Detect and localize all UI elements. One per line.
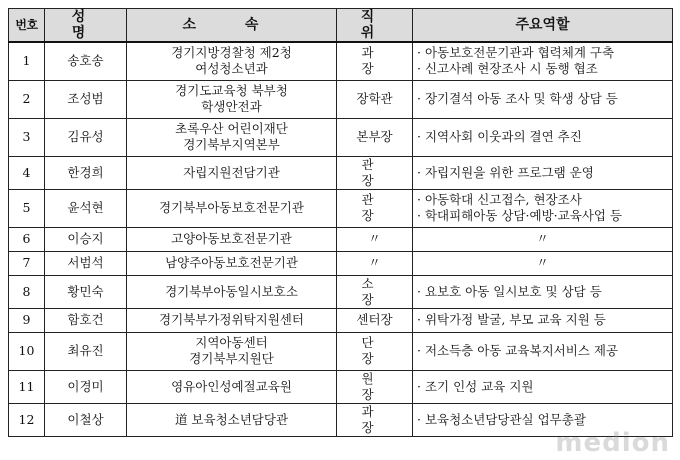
header-position: 직 위 (337, 9, 413, 43)
row-number: 10 (9, 332, 45, 370)
member-affiliation (127, 118, 337, 156)
member-name: 최유진 (45, 332, 127, 370)
member-name: 황민숙 (45, 275, 127, 308)
member-name: 송호송 (45, 42, 127, 80)
affiliation-line: 남양주아동보호전문기관 (165, 255, 298, 270)
member-affiliation (127, 251, 337, 275)
table-row (9, 251, 673, 275)
affiliation-line: 道 보육청소년담당관 (174, 411, 289, 427)
affiliation-line: 영유아인성예절교육원 (171, 378, 292, 394)
member-affiliation (127, 80, 337, 118)
affiliation-line: 경기북부아동일시보호소 (165, 283, 298, 299)
affiliation-line: 경기북부가정위탁지원센터 (159, 312, 304, 327)
row-number: 2 (9, 80, 45, 118)
watermark-logo: medion (555, 428, 670, 458)
member-position: 과 장 (337, 42, 413, 80)
member-main-role (413, 332, 673, 370)
table-row (9, 227, 673, 251)
role-line: · 조기 인성 교육 지원 (417, 378, 534, 394)
member-name: 함호건 (45, 308, 127, 332)
affiliation-line: 초록우산 어린이재단 (175, 121, 288, 136)
row-number: 9 (9, 308, 45, 332)
table-body (9, 42, 673, 436)
member-main-role (413, 42, 673, 80)
row-number: 11 (9, 370, 45, 403)
member-name: 서범석 (45, 251, 127, 275)
affiliation-line: 고양아동보호전문기관 (171, 231, 292, 246)
table-row (9, 308, 673, 332)
member-position: 관 장 (337, 156, 413, 189)
header-number: 번호 (9, 9, 45, 43)
header-name: 성 명 (45, 9, 127, 43)
member-affiliation (127, 189, 337, 227)
role-line: · 위탁가정 발굴, 부모 교육 지원 등 (417, 312, 606, 327)
role-line: 〃 (536, 231, 549, 246)
affiliation-line: 경기북부아동보호전문기관 (159, 200, 304, 215)
member-affiliation (127, 370, 337, 403)
member-main-role (413, 403, 673, 436)
table-row (9, 156, 673, 189)
table-header-row (9, 9, 673, 43)
member-main-role (413, 251, 673, 275)
role-line: · 학대피해아동 상담·예방·교육사업 등 (417, 208, 622, 223)
role-line: · 지역사회 이웃과의 결연 추진 (417, 129, 582, 144)
member-affiliation (127, 308, 337, 332)
affiliation-line: 경기북부지역본부 (183, 137, 280, 152)
role-line: · 요보호 아동 일시보호 및 상담 등 (417, 283, 602, 299)
header-affiliation: 소 속 (127, 9, 337, 43)
member-name: 이승지 (45, 227, 127, 251)
member-position: 본부장 (337, 118, 413, 156)
table-row (9, 80, 673, 118)
table-row (9, 42, 673, 80)
member-main-role (413, 308, 673, 332)
member-position: 관 장 (337, 189, 413, 227)
member-main-role (413, 275, 673, 308)
row-number: 4 (9, 156, 45, 189)
member-name: 김유성 (45, 118, 127, 156)
row-number: 5 (9, 189, 45, 227)
member-position: 과 장 (337, 403, 413, 436)
member-main-role (413, 80, 673, 118)
member-affiliation (127, 332, 337, 370)
affiliation-line: 지역아동센터 (195, 335, 268, 350)
member-position: 〃 (337, 227, 413, 251)
header-main-role: 주요역할 (413, 9, 673, 43)
member-affiliation (127, 42, 337, 80)
member-name: 조성범 (45, 80, 127, 118)
affiliation-line: 경기북부지원단 (189, 351, 274, 366)
role-line: · 아동보호전문기관과 협력체계 구축 (417, 45, 615, 61)
member-affiliation (127, 156, 337, 189)
member-name: 이철상 (45, 403, 127, 436)
member-main-role (413, 370, 673, 403)
member-name: 윤석현 (45, 189, 127, 227)
row-number: 3 (9, 118, 45, 156)
role-line: · 장기결석 아동 조사 및 학생 상담 등 (417, 91, 618, 106)
role-line: · 보육청소년담당관실 업무총괄 (417, 411, 586, 427)
affiliation-line: 여성청소년과 (195, 61, 268, 77)
member-position: 원 장 (337, 370, 413, 403)
role-line: · 저소득층 아동 교육복지서비스 제공 (417, 343, 618, 358)
member-affiliation (127, 275, 337, 308)
role-line: 〃 (536, 255, 549, 270)
row-number: 7 (9, 251, 45, 275)
member-main-role (413, 118, 673, 156)
member-position: 〃 (337, 251, 413, 275)
member-affiliation (127, 403, 337, 436)
member-position: 소 장 (337, 275, 413, 308)
member-main-role (413, 227, 673, 251)
table-row (9, 370, 673, 403)
row-number: 1 (9, 42, 45, 80)
member-position: 장학관 (337, 80, 413, 118)
role-line: · 아동학대 신고접수, 현장조사 (417, 192, 582, 207)
row-number: 12 (9, 403, 45, 436)
role-line: · 신고사례 현장조사 시 동행 협조 (417, 61, 598, 77)
member-position: 센터장 (337, 308, 413, 332)
member-name: 이경미 (45, 370, 127, 403)
row-number: 6 (9, 227, 45, 251)
table-row (9, 332, 673, 370)
table-row (9, 118, 673, 156)
affiliation-line: 경기지방경찰청 제2청 (171, 45, 292, 61)
affiliation-line: 학생안전과 (201, 99, 262, 114)
member-affiliation (127, 227, 337, 251)
affiliation-line: 자립지원전담기관 (183, 164, 280, 180)
table-row (9, 403, 673, 436)
member-main-role (413, 189, 673, 227)
row-number: 8 (9, 275, 45, 308)
member-name: 한경희 (45, 156, 127, 189)
table-row (9, 275, 673, 308)
member-main-role (413, 156, 673, 189)
table-row (9, 189, 673, 227)
role-line: · 자립지원을 위한 프로그램 운영 (417, 164, 594, 180)
committee-roster-table (8, 8, 673, 437)
affiliation-line: 경기도교육청 북부청 (175, 83, 288, 98)
member-position: 단 장 (337, 332, 413, 370)
